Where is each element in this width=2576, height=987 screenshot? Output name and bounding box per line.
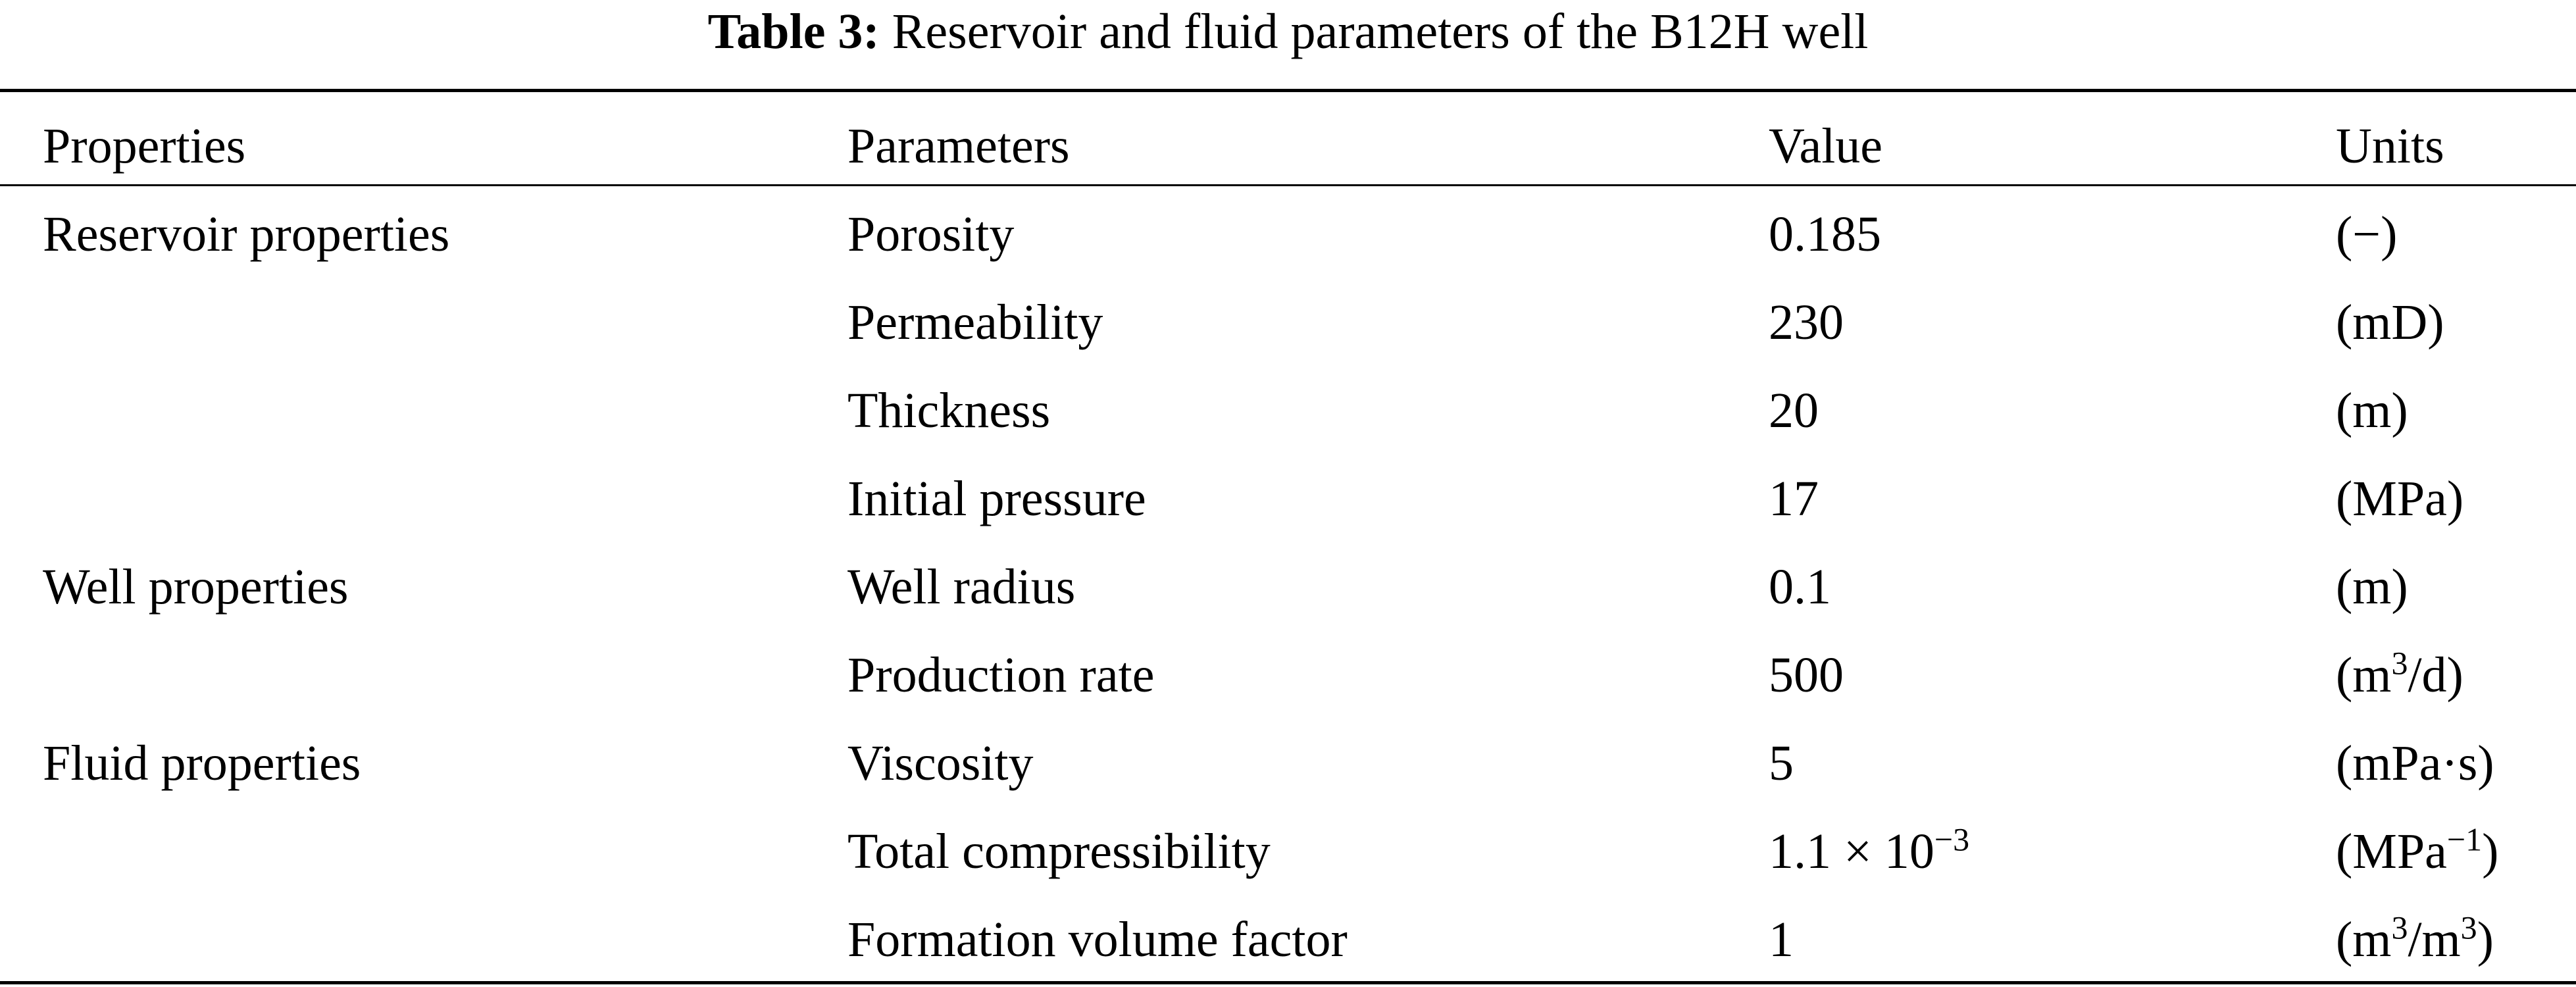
row-parameter: Porosity [847, 207, 1015, 262]
row-unit: (−) [2336, 207, 2398, 262]
row-parameter: Total compressibility [847, 824, 1271, 879]
row-unit: $(m^3/m^3)$ [2336, 909, 2494, 967]
row-unit: (mD) [2336, 295, 2444, 350]
row-unit: $(m^3/d)$ [2336, 644, 2463, 703]
row-property: Well properties [43, 559, 349, 615]
row-parameter: Viscosity [847, 736, 1034, 791]
header-properties: Properties [43, 118, 246, 174]
row-value: 5 [1769, 736, 1794, 791]
row-value: 1 [1769, 912, 1794, 967]
row-value: 17 [1769, 471, 1819, 526]
row-value: 20 [1769, 383, 1819, 438]
row-parameter: Permeability [847, 295, 1103, 350]
table-caption-label: Table 3: [707, 4, 880, 59]
row-unit: (mPa·s) [2336, 736, 2494, 791]
row-property: Reservoir properties [43, 207, 450, 262]
row-value: 0.185 [1769, 207, 1881, 262]
row-parameter: Well radius [847, 559, 1076, 615]
row-parameter: Initial pressure [847, 471, 1146, 526]
row-unit: (m) [2336, 559, 2408, 615]
row-unit: (MPa) [2336, 471, 2464, 526]
table-header-rule [0, 184, 2576, 186]
header-value: Value [1769, 118, 1883, 174]
table-caption [0, 0, 2576, 78]
row-unit: (MPa$^{-1}$) [2336, 821, 2499, 879]
header-parameters: Parameters [847, 118, 1070, 174]
row-parameter: Thickness [847, 383, 1051, 438]
row-value: 0.1 [1769, 559, 1831, 615]
row-value: 230 [1769, 295, 1844, 350]
row-parameter: Formation volume factor [847, 912, 1348, 967]
row-value: $1.1 \times 10^{-3}$ [1769, 821, 1970, 879]
table-caption-text: Reservoir and fluid parameters of the B12H well [892, 4, 1869, 59]
table-top-rule [0, 89, 2576, 92]
row-value: 500 [1769, 647, 1844, 703]
table-bottom-rule [0, 981, 2576, 984]
row-parameter: Production rate [847, 647, 1155, 703]
row-property: Fluid properties [43, 736, 361, 791]
header-units: Units [2336, 118, 2444, 174]
row-unit: (m) [2336, 383, 2408, 438]
